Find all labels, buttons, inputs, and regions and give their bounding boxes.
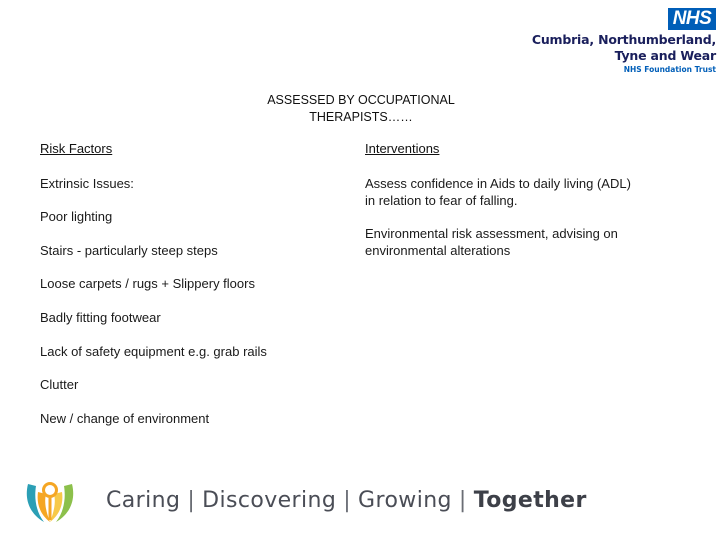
intervention-item: Assess confidence in Aids to daily living (ADL) in relation to fear of falling. (365, 176, 631, 208)
trust-emblem-icon (22, 478, 78, 524)
risk-factor-item: Loose carpets / rugs + Slippery floors (40, 276, 255, 291)
value-separator: | (458, 488, 467, 513)
slide-title-line-2: THERAPISTS…… (309, 110, 413, 124)
slide-title-line-1: ASSESSED BY OCCUPATIONAL (267, 93, 455, 107)
risk-factor-item: Stairs - particularly steep steps (40, 243, 218, 258)
risk-factor-item: Poor lighting (40, 209, 113, 224)
slide-title (230, 92, 492, 126)
value-growing: Growing (358, 488, 452, 513)
risk-factors-heading: Risk Factors (40, 141, 113, 156)
value-separator: | (187, 488, 196, 513)
trust-name-line-1: Cumbria, Northumberland, (531, 32, 716, 47)
footer-values-banner (22, 478, 622, 524)
risk-factor-item: Clutter (40, 377, 79, 392)
trust-name (456, 32, 716, 75)
risk-factor-item: New / change of environment (40, 411, 210, 426)
interventions-heading: Interventions (365, 141, 440, 156)
value-discovering: Discovering (202, 488, 337, 513)
value-separator: | (343, 488, 352, 513)
risk-factor-item: Badly fitting footwear (40, 310, 161, 325)
nhs-logo: NHS (668, 8, 716, 30)
intervention-item: Environmental risk assessment, advising on environmental alterations (365, 226, 618, 258)
risk-factor-item: Extrinsic Issues: (40, 176, 134, 191)
trust-name-line-2: Tyne and Wear (614, 48, 716, 63)
risk-factor-item: Lack of safety equipment e.g. grab rails (40, 344, 267, 359)
trust-subtitle: NHS Foundation Trust (623, 65, 716, 74)
value-caring: Caring (106, 488, 181, 513)
value-together: Together (473, 488, 587, 513)
values-tagline (106, 487, 587, 515)
